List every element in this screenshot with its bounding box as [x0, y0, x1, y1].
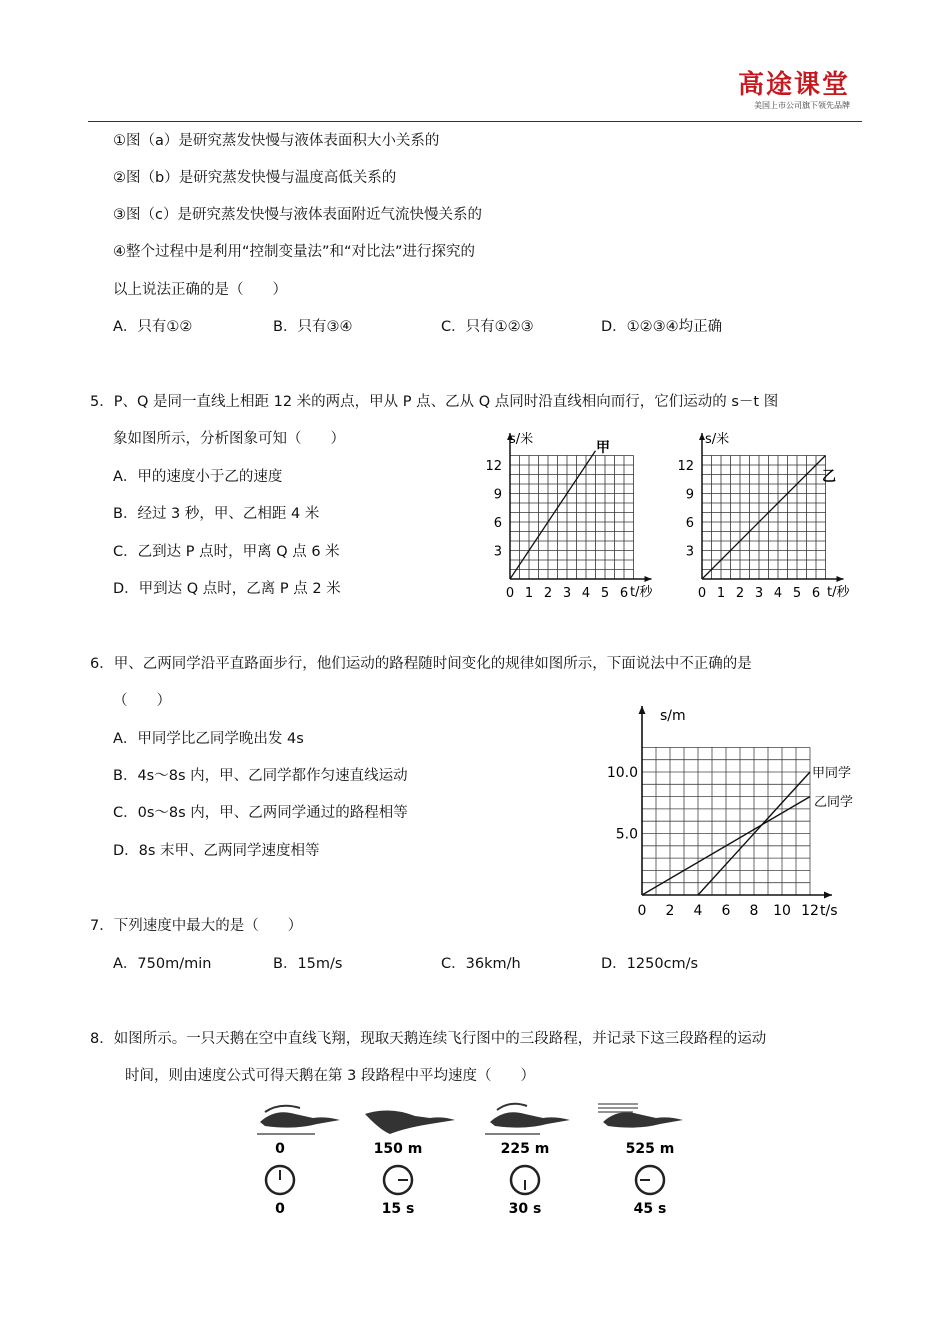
q4-option-c: C．只有①②③: [441, 319, 534, 335]
q6-option-a: A．甲同学比乙同学晚出发 4s: [113, 731, 304, 747]
x-tick-label: 2: [735, 586, 745, 601]
q4-prompt: 以上说法正确的是（ ）: [113, 282, 287, 298]
y-tick-label: 10.0: [606, 765, 638, 781]
x-tick-label: 6: [721, 903, 731, 919]
q6-stem-line-2: （ ）: [113, 693, 171, 709]
distance-label: 150 m: [373, 1141, 423, 1157]
q7-option-c: C．36km/h: [441, 956, 521, 972]
y-tick-label: 12: [485, 459, 502, 474]
x-axis-arrow: [824, 892, 832, 899]
x-tick-label: 2: [543, 586, 553, 601]
q6-option-d: D．8s 末甲、乙两同学速度相等: [113, 843, 320, 859]
series-line: [702, 456, 826, 580]
swan-3: [485, 1104, 570, 1134]
y-tick-label: 5.0: [615, 826, 638, 843]
header-divider: [88, 121, 862, 122]
x-tick-label: 1: [716, 586, 726, 601]
chart-xlabel: t/秒: [827, 585, 850, 600]
q8-stem-line-1: 8．如图所示。一只天鹅在空中直线飞翔，现取天鹅连续飞行图中的三段路程，并记录下这三段路程的运动: [90, 1031, 767, 1047]
swan-4: [598, 1104, 683, 1128]
x-axis-arrow: [645, 576, 652, 582]
time-label: 15 s: [381, 1201, 415, 1217]
q5-stem-line-2: 象如图所示，分析图象可知（ ）: [113, 431, 345, 447]
q6-option-b: B．4s～8s 内，甲、乙同学都作匀速直线运动: [113, 768, 408, 784]
legend-jia: 甲同学: [812, 766, 852, 781]
x-tick-label: 3: [562, 586, 572, 601]
st-graph-jia: [480, 425, 670, 605]
x-tick-label: 4: [693, 903, 703, 919]
x-tick-label: 2: [665, 903, 675, 919]
x-tick-label: 8: [749, 903, 759, 919]
q8-stem-line-2: 时间，则由速度公式可得天鹅在第 3 段路程中平均速度（ ）: [125, 1068, 535, 1084]
y-tick-label: 12: [677, 459, 694, 474]
brand-logo: [738, 70, 850, 112]
q6-stem-line-1: 6．甲、乙两同学沿平直路面步行，他们运动的路程随时间变化的规律如图所示，下面说法中不正确的是: [90, 656, 752, 672]
q5-option-c: C．乙到达 P 点时，甲离 Q 点 6 米: [113, 544, 340, 560]
q5-option-a: A．甲的速度小于乙的速度: [113, 469, 283, 485]
chart-xlabel: t/s: [820, 903, 838, 919]
x-tick-label: 6: [619, 586, 629, 601]
x-tick-label: 5: [600, 586, 610, 601]
y-axis-arrow: [639, 706, 646, 714]
x-tick-label: 12: [801, 903, 819, 919]
x-tick-label: 3: [754, 586, 764, 601]
y-tick-label: 6: [493, 516, 502, 531]
distance-label: 225 m: [500, 1141, 550, 1157]
q7-option-d: D．1250cm/s: [601, 956, 699, 972]
y-tick-label: 6: [685, 516, 694, 531]
swan-2: [365, 1110, 455, 1134]
q4-statement-2: ②图（b）是研究蒸发快慢与温度高低关系的: [113, 170, 397, 186]
chart-ylabel: s/米: [509, 432, 534, 447]
x-tick-label: 5: [792, 586, 802, 601]
q4-statement-4: ④整个过程中是利用“控制变量法”和“对比法”进行探究的: [113, 244, 476, 260]
x-tick-label: 10: [773, 903, 791, 919]
q6-option-c: C．0s～8s 内，甲、乙两同学通过的路程相等: [113, 805, 408, 821]
x-tick-label: 0: [505, 586, 515, 601]
x-tick-label: 6: [811, 586, 821, 601]
x-axis-arrow: [837, 576, 844, 582]
chart-xlabel: t/秒: [630, 585, 653, 600]
swan-flight-figure: [250, 1095, 710, 1220]
q4-statement-1: ①图（a）是研究蒸发快慢与液体表面积大小关系的: [113, 133, 440, 149]
y-tick-label: 9: [493, 487, 502, 503]
y-tick-label: 9: [685, 487, 694, 503]
distance-label: 525 m: [625, 1141, 675, 1157]
q5-option-d: D．甲到达 Q 点时，乙离 P 点 2 米: [113, 581, 341, 597]
clock-icon: [384, 1166, 412, 1194]
clock-icon: [511, 1166, 539, 1194]
time-label: 30 s: [508, 1201, 542, 1217]
st-graph-students: [600, 700, 865, 925]
time-label: 0: [275, 1201, 285, 1217]
q4-option-d: D．①②③④均正确: [601, 319, 723, 335]
q4-option-b: B．只有③④: [273, 319, 353, 335]
y-tick-label: 3: [493, 544, 502, 560]
swan-1: [257, 1106, 340, 1134]
legend-yi: 乙同学: [814, 795, 854, 810]
x-tick-label: 4: [581, 586, 591, 601]
y-tick-label: 3: [685, 544, 694, 560]
distance-label: 0: [275, 1141, 285, 1157]
chart-ylabel: s/米: [705, 432, 730, 447]
clock-icon: [266, 1166, 294, 1194]
x-tick-label: 1: [524, 586, 534, 601]
brand-logo-text: 高途课堂: [737, 70, 850, 100]
time-label: 45 s: [633, 1201, 667, 1217]
chart-ylabel: s/m: [660, 708, 686, 724]
st-graph-yi: [672, 425, 867, 605]
q7-option-b: B．15m/s: [273, 956, 343, 972]
q5-stem-line-1: 5．P、Q 是同一直线上相距 12 米的两点，甲从 P 点、乙从 Q 点同时沿直线相向而行，它们运动的 s－t 图: [90, 394, 779, 410]
x-tick-label: 0: [697, 586, 707, 601]
q5-option-b: B．经过 3 秒，甲、乙相距 4 米: [113, 506, 320, 522]
q4-statement-3: ③图（c）是研究蒸发快慢与液体表面附近气流快慢关系的: [113, 207, 482, 223]
x-tick-label: 4: [773, 586, 783, 601]
series-label: 乙: [822, 469, 836, 485]
series-label: 甲: [596, 440, 610, 456]
x-tick-label: 0: [637, 903, 647, 919]
q7-option-a: A．750m/min: [113, 956, 212, 972]
q4-option-a: A．只有①②: [113, 319, 193, 335]
clock-icon: [636, 1166, 664, 1194]
q7-stem: 7．下列速度中最大的是（ ）: [90, 918, 303, 934]
brand-slogan: 美国上市公司旗下领先品牌: [754, 101, 850, 110]
